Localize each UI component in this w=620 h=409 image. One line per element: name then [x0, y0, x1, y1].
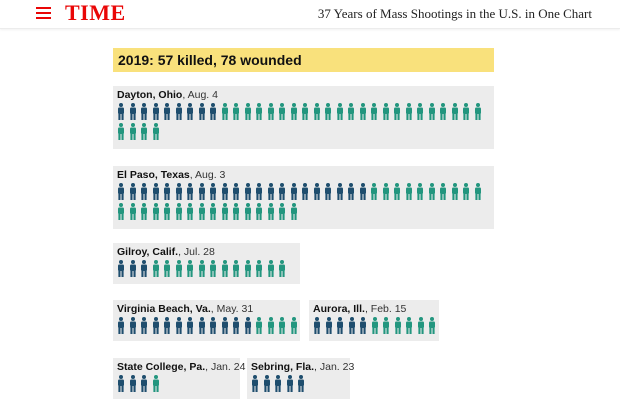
wounded-person-icon	[244, 203, 252, 220]
incident-card	[113, 358, 246, 399]
victim-figures	[117, 375, 236, 395]
killed-person-icon	[129, 317, 137, 334]
killed-person-icon	[209, 103, 217, 120]
wounded-person-icon	[394, 317, 402, 334]
wounded-person-icon	[244, 103, 252, 120]
year-summary-banner: 2019: 57 killed, 78 wounded	[113, 48, 494, 72]
wounded-person-icon	[117, 203, 125, 220]
incident-place: Dayton, Ohio	[117, 89, 183, 101]
killed-person-icon	[117, 103, 125, 120]
wounded-person-icon	[221, 203, 229, 220]
wounded-person-icon	[152, 203, 160, 220]
killed-person-icon	[255, 183, 263, 200]
killed-person-icon	[263, 375, 271, 392]
killed-person-icon	[129, 103, 137, 120]
killed-person-icon	[324, 183, 332, 200]
killed-person-icon	[232, 183, 240, 200]
killed-person-icon	[140, 375, 148, 392]
killed-person-icon	[325, 317, 333, 334]
wounded-person-icon	[347, 103, 355, 120]
wounded-person-icon	[152, 375, 160, 392]
wounded-person-icon	[221, 260, 229, 277]
killed-person-icon	[301, 183, 309, 200]
killed-person-icon	[152, 103, 160, 120]
killed-person-icon	[359, 317, 367, 334]
killed-person-icon	[198, 103, 206, 120]
incident-title: Dayton, Ohio, Aug. 4	[117, 89, 218, 101]
incident-place: Virginia Beach, Va.	[117, 303, 211, 315]
victim-figures	[117, 317, 296, 337]
wounded-person-icon	[140, 123, 148, 140]
wounded-person-icon	[278, 317, 286, 334]
incident-place: State College, Pa.	[117, 361, 206, 373]
incident-date: Jan. 23	[319, 361, 355, 373]
wounded-person-icon	[336, 103, 344, 120]
wounded-person-icon	[462, 103, 470, 120]
incident-place: Gilroy, Calif.	[117, 246, 179, 258]
killed-person-icon	[117, 183, 125, 200]
wounded-person-icon	[152, 260, 160, 277]
wounded-person-icon	[290, 103, 298, 120]
top-navigation-bar	[0, 0, 620, 29]
wounded-person-icon	[186, 260, 194, 277]
killed-person-icon	[209, 317, 217, 334]
killed-person-icon	[186, 183, 194, 200]
wounded-person-icon	[405, 183, 413, 200]
victim-figures	[313, 317, 435, 337]
killed-person-icon	[152, 183, 160, 200]
wounded-person-icon	[186, 203, 194, 220]
wounded-person-icon	[428, 103, 436, 120]
wounded-person-icon	[244, 260, 252, 277]
wounded-person-icon	[382, 317, 390, 334]
killed-person-icon	[286, 375, 294, 392]
incident-date: Feb. 15	[370, 303, 407, 315]
wounded-person-icon	[428, 317, 436, 334]
wounded-person-icon	[462, 183, 470, 200]
wounded-person-icon	[232, 260, 240, 277]
killed-person-icon	[140, 183, 148, 200]
killed-person-icon	[267, 183, 275, 200]
incident-date: May. 31	[216, 303, 254, 315]
incident-place: Aurora, Ill.	[313, 303, 365, 315]
wounded-person-icon	[405, 103, 413, 120]
incident-place: Sebring, Fla.	[251, 361, 315, 373]
killed-person-icon	[244, 183, 252, 200]
incident-date: Jan. 24	[210, 361, 246, 373]
killed-person-icon	[129, 375, 137, 392]
killed-person-icon	[244, 317, 252, 334]
article-headline: 37 Years of Mass Shootings in the U.S. in One Chart	[317, 6, 592, 21]
killed-person-icon	[336, 317, 344, 334]
killed-person-icon	[129, 260, 137, 277]
killed-person-icon	[274, 375, 282, 392]
wounded-person-icon	[451, 183, 459, 200]
wounded-person-icon	[451, 103, 459, 120]
wounded-person-icon	[324, 103, 332, 120]
incident-date: Aug. 4	[187, 89, 218, 101]
incident-card	[309, 300, 439, 341]
time-logo[interactable]: TIME	[65, 0, 126, 25]
killed-person-icon	[163, 183, 171, 200]
wounded-person-icon	[255, 260, 263, 277]
wounded-person-icon	[428, 183, 436, 200]
wounded-person-icon	[382, 103, 390, 120]
wounded-person-icon	[209, 203, 217, 220]
wounded-person-icon	[255, 317, 263, 334]
wounded-person-icon	[163, 260, 171, 277]
killed-person-icon	[221, 183, 229, 200]
wounded-person-icon	[278, 103, 286, 120]
killed-person-icon	[140, 317, 148, 334]
wounded-person-icon	[255, 203, 263, 220]
killed-person-icon	[163, 103, 171, 120]
wounded-person-icon	[175, 260, 183, 277]
wounded-person-icon	[175, 203, 183, 220]
wounded-person-icon	[267, 317, 275, 334]
killed-person-icon	[313, 183, 321, 200]
victim-figures	[117, 103, 490, 143]
wounded-person-icon	[209, 260, 217, 277]
incident-title: El Paso, Texas, Aug. 3	[117, 169, 226, 181]
killed-person-icon	[198, 183, 206, 200]
wounded-person-icon	[140, 203, 148, 220]
incident-card	[113, 243, 300, 284]
incident-title: Gilroy, Calif., Jul. 28	[117, 246, 215, 258]
killed-person-icon	[129, 183, 137, 200]
killed-person-icon	[175, 183, 183, 200]
wounded-person-icon	[382, 183, 390, 200]
wounded-person-icon	[278, 260, 286, 277]
wounded-person-icon	[417, 317, 425, 334]
wounded-person-icon	[416, 183, 424, 200]
killed-person-icon	[313, 317, 321, 334]
wounded-person-icon	[267, 260, 275, 277]
wounded-person-icon	[474, 183, 482, 200]
incident-card	[113, 86, 494, 149]
wounded-person-icon	[393, 183, 401, 200]
wounded-person-icon	[301, 103, 309, 120]
incident-title: Virginia Beach, Va., May. 31	[117, 303, 254, 315]
killed-person-icon	[359, 183, 367, 200]
killed-person-icon	[232, 317, 240, 334]
killed-person-icon	[336, 183, 344, 200]
killed-person-icon	[186, 103, 194, 120]
wounded-person-icon	[232, 203, 240, 220]
killed-person-icon	[175, 103, 183, 120]
wounded-person-icon	[405, 317, 413, 334]
wounded-person-icon	[255, 103, 263, 120]
wounded-person-icon	[198, 203, 206, 220]
killed-person-icon	[221, 317, 229, 334]
incident-place: El Paso, Texas	[117, 169, 190, 181]
incident-card	[247, 358, 355, 399]
incident-title: Aurora, Ill., Feb. 15	[313, 303, 407, 315]
wounded-person-icon	[290, 317, 298, 334]
wounded-person-icon	[129, 123, 137, 140]
incident-title: State College, Pa., Jan. 24	[117, 361, 246, 373]
killed-person-icon	[347, 183, 355, 200]
killed-person-icon	[140, 103, 148, 120]
killed-person-icon	[175, 317, 183, 334]
killed-person-icon	[163, 317, 171, 334]
killed-person-icon	[117, 375, 125, 392]
killed-person-icon	[140, 260, 148, 277]
wounded-person-icon	[370, 103, 378, 120]
wounded-person-icon	[152, 123, 160, 140]
wounded-person-icon	[439, 103, 447, 120]
wounded-person-icon	[393, 103, 401, 120]
killed-person-icon	[186, 317, 194, 334]
killed-person-icon	[152, 317, 160, 334]
victim-figures	[251, 375, 346, 395]
incident-title: Sebring, Fla., Jan. 23	[251, 361, 355, 373]
killed-person-icon	[348, 317, 356, 334]
incident-date: Jul. 28	[183, 246, 215, 258]
wounded-person-icon	[278, 203, 286, 220]
killed-person-icon	[117, 260, 125, 277]
wounded-person-icon	[267, 203, 275, 220]
wounded-person-icon	[313, 103, 321, 120]
incident-card	[113, 166, 494, 229]
wounded-person-icon	[163, 203, 171, 220]
killed-person-icon	[251, 375, 259, 392]
wounded-person-icon	[129, 203, 137, 220]
wounded-person-icon	[359, 103, 367, 120]
wounded-person-icon	[370, 183, 378, 200]
wounded-person-icon	[290, 203, 298, 220]
killed-person-icon	[297, 375, 305, 392]
incident-card	[113, 300, 300, 341]
killed-person-icon	[209, 183, 217, 200]
wounded-person-icon	[371, 317, 379, 334]
wounded-person-icon	[198, 260, 206, 277]
killed-person-icon	[278, 183, 286, 200]
incident-date: Aug. 3	[195, 169, 226, 181]
victim-figures	[117, 183, 490, 223]
killed-person-icon	[198, 317, 206, 334]
victim-figures	[117, 260, 296, 280]
wounded-person-icon	[117, 123, 125, 140]
killed-person-icon	[117, 317, 125, 334]
wounded-person-icon	[267, 103, 275, 120]
wounded-person-icon	[439, 183, 447, 200]
menu-icon[interactable]	[36, 7, 51, 19]
wounded-person-icon	[221, 103, 229, 120]
wounded-person-icon	[416, 103, 424, 120]
wounded-person-icon	[474, 103, 482, 120]
wounded-person-icon	[232, 103, 240, 120]
killed-person-icon	[290, 183, 298, 200]
